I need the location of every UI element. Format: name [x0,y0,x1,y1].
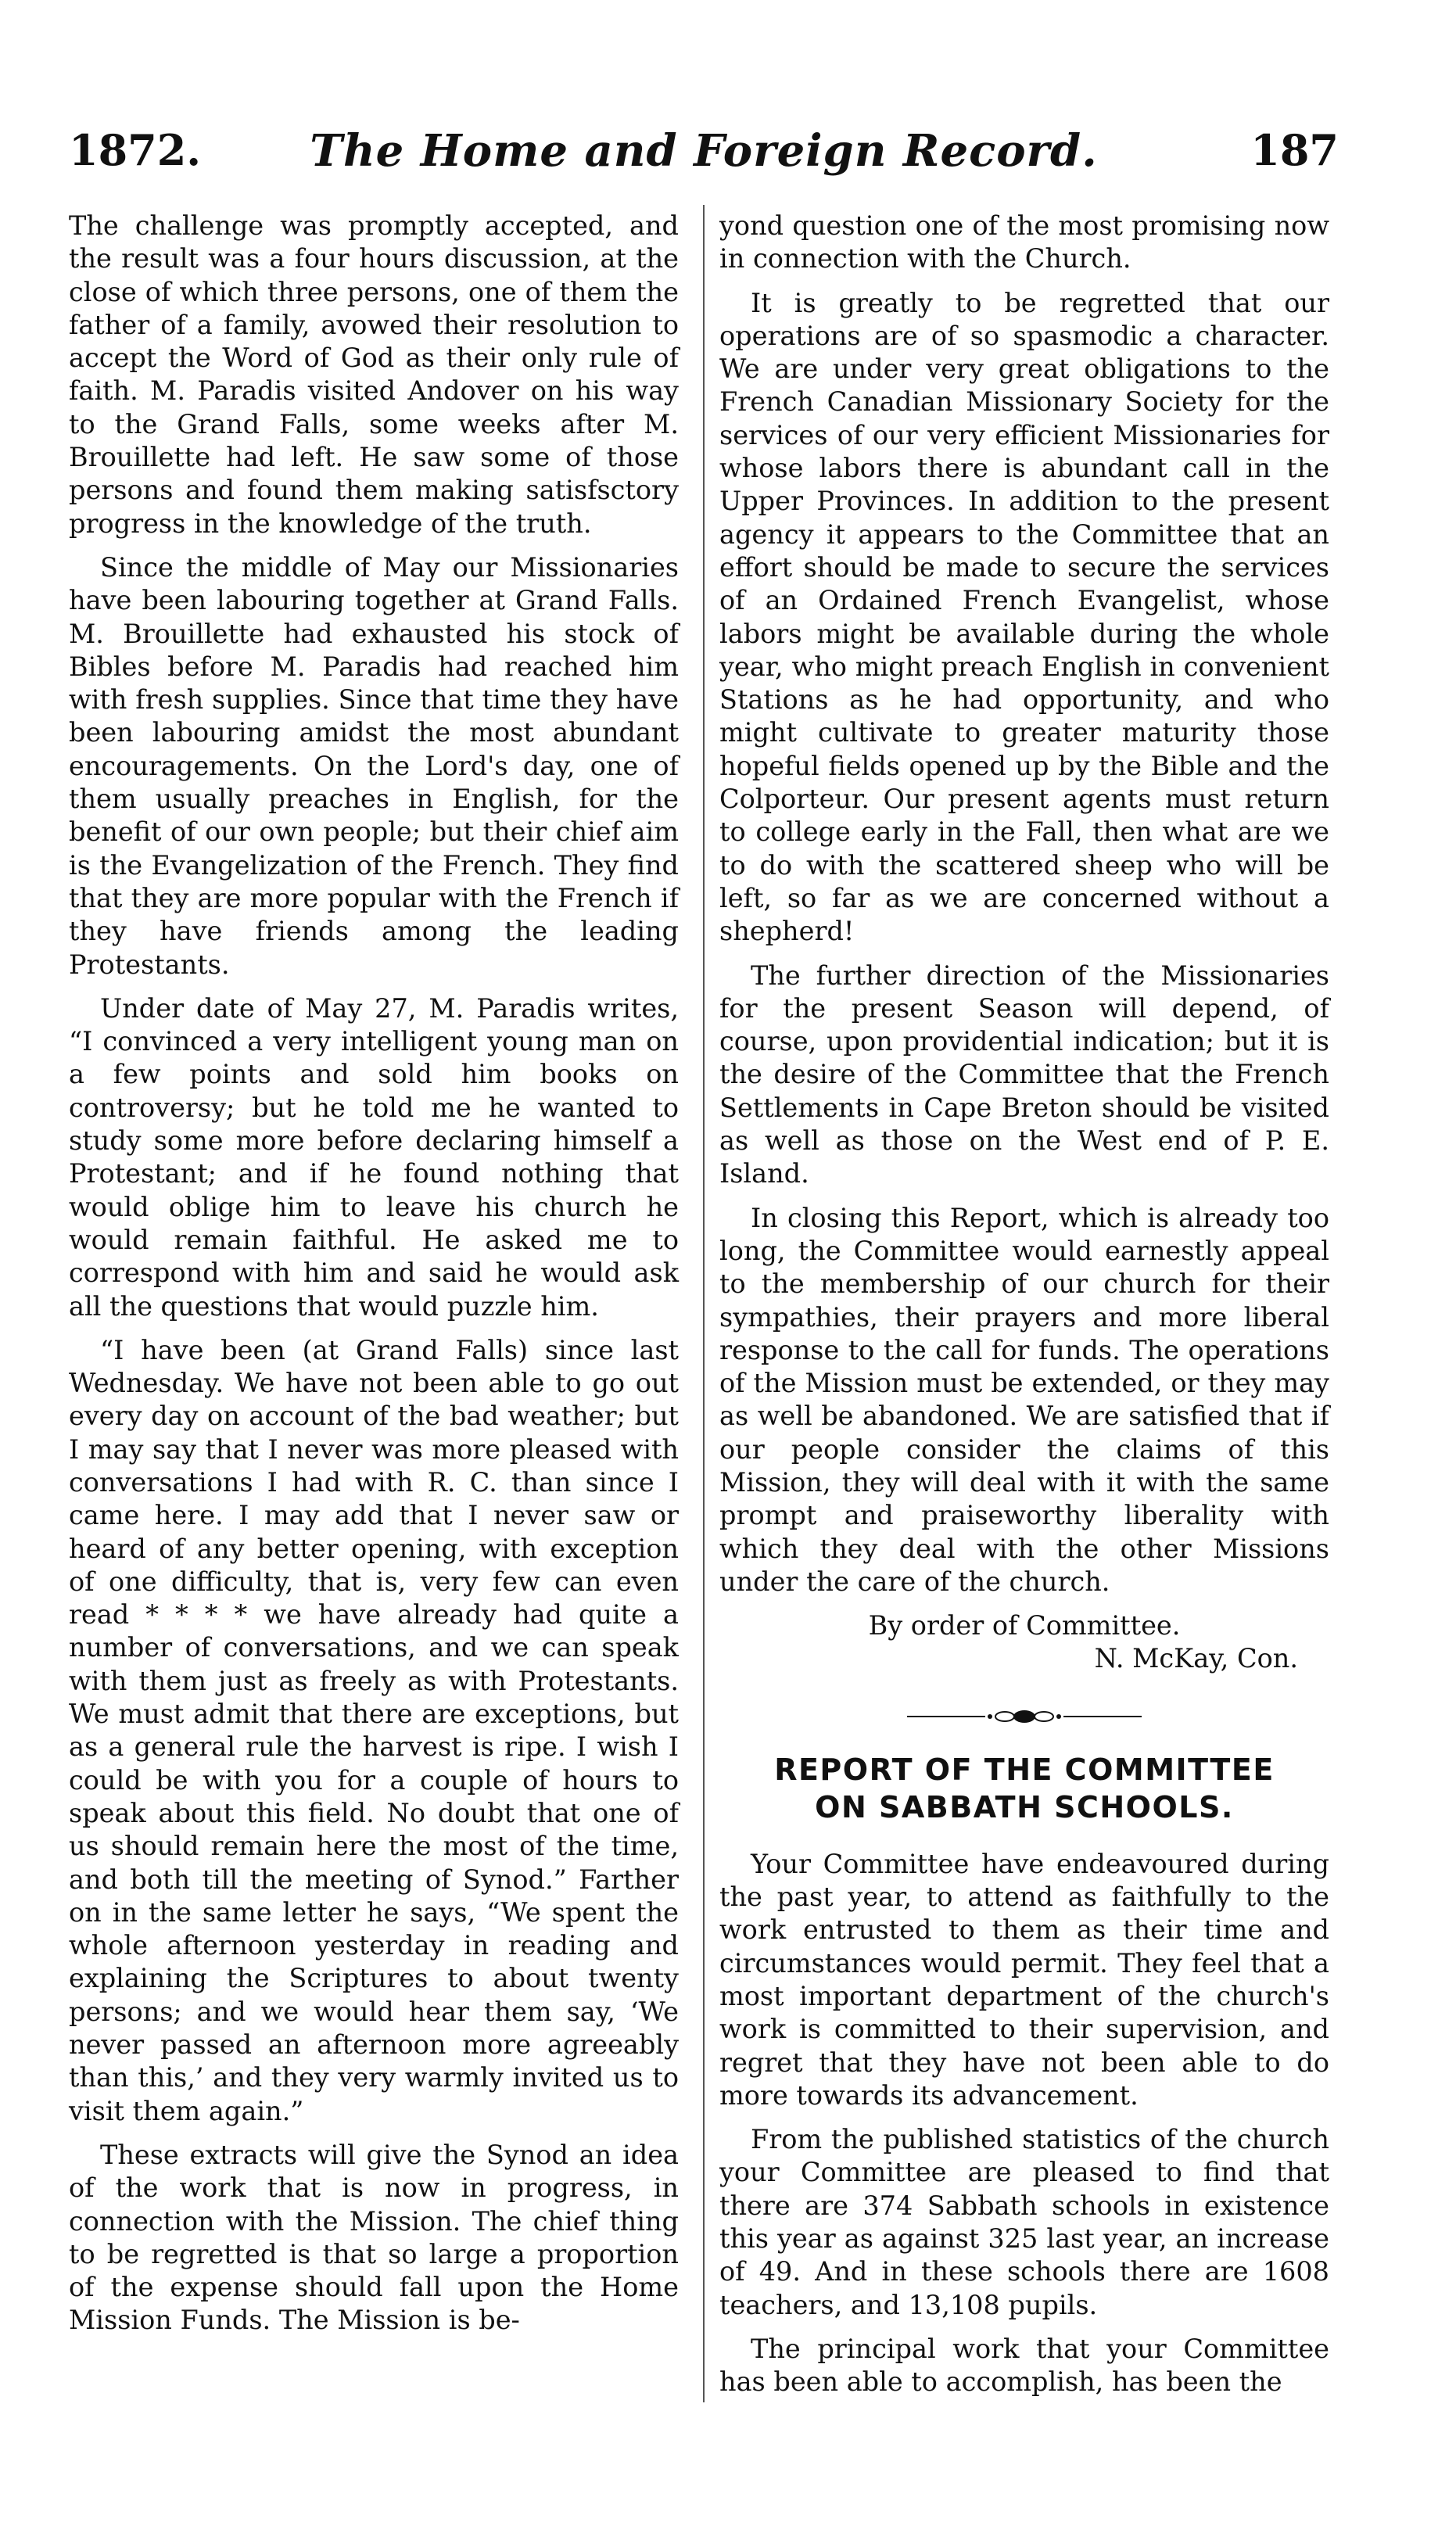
header-year: 1872. [69,125,202,175]
left-paragraph-2: Since the middle of May our Missionaries have been labouring together at Grand Falls. M. Brouillette had exhausted his stock of Bibles before M. Paradis had reached him with fresh supplies. Since that time they have been labouring amidst the most abundant encouragements. On the Lord's day, one of them usually preaches in English, for the benefit of our own people; but their chief aim is the Evangelization of the French. They find that they are more popular with the French if they have friends among the leading Protestants. [69,551,679,980]
header-page-number: 187 [1250,125,1339,175]
section-title [719,1751,1329,1826]
right-paragraph-4: In closing this Report, which is already too long, the Committee would earnestly appeal to the membership of our church for their sympathies, their prayers and more liberal response to the call for funds. The operations of the Mission must be extended, or they may as well be abandoned. We are satisfied that if our people consider the claims of this Mission, they will deal with it with the same prompt and praiseworthy liberality with which they deal with the other Missions under the care of the church. [719,1202,1329,1597]
right-paragraph-2: It is greatly to be regretted that our operations are of so spasmodic a character. We are under very great obligations to the French Canadian Missionary Society for the services of our very efficient Missionaries for whose labors there is abundant call in the Upper Provinces. In addition to the present agency it appears to the Committee that an effort should be made to secure the services of an Ordained French Evangelist, whose labors might be available during the whole year, who might preach English in convenient Stations as he had opportunity, and who might cultivate to greater maturity those hopeful fields opened up by the Bible and the Colporteur. Our present agents must return to college early in the Fall, then what are we to do with the scattered sheep who will be left, so far as we are concerned without a shepherd! [719,287,1329,947]
right-paragraph-1: yond question one of the most promising now in connection with the Church. [719,210,1329,274]
right-column [719,210,1329,2410]
signoff-line: By order of Committee. [868,1610,1181,1641]
header-title: The Home and Foreign Record. [310,125,1098,177]
left-column [69,210,679,2348]
page-header [69,117,1339,196]
section-paragraph-2: From the published statistics of the church your Committee are pleased to find that there are 374 Sabbath schools in existence this year as against 325 last year, an increase of 49. And in these schools there are 1608 teachers, and 13,108 pupils. [719,2124,1329,2320]
right-paragraph-3: The further direction of the Missionaries for the present Season will depend, of course, upon providential indication; but it is the desire of the Committee that the French Settlements in Cape Breton should be visited as well as those on the West end of P. E. Island. [719,960,1329,1189]
ornament-flourish-icon [907,1709,1142,1724]
section-title-line-2: ON SABBATH SCHOOLS. [815,1789,1234,1824]
column-divider [703,205,705,2402]
ornamental-divider [719,1709,1329,1724]
section-paragraph-3: The principal work that your Committee has been able to accomplish, has been the [719,2333,1329,2398]
section-title-line-1: REPORT OF THE COMMITTEE [774,1752,1275,1787]
left-paragraph-4: “I have been (at Grand Falls) since last Wednesday. We have not been able to go out every day on account of the bad weather; but I may say that I never was more pleased with conversations I had with R. C. than since I came here. I may add that I never saw or heard of any better opening, with exception of one difficulty, that is, very few can even read * * * * we have already had quite a number of conversations, and we can speak with them just as freely as with Protestants. We must admit that there are exceptions, but as a general rule the harvest is ripe. I wish I could be with you for a couple of hours to speak about this field. No doubt that one of us should remain here the most of the time, and both till the meeting of Synod.” Farther on in the same letter he says, “We spent the whole afternoon yesterday in reading and explaining the Scriptures to about twenty persons; and we would hear them say, ‘We never passed an afternoon more agreeably than this,’ and they very warmly invited us to visit them again.” [69,1334,679,2126]
left-paragraph-5: These extracts will give the Synod an idea of the work that is now in progress, in connection with the Mission. The chief thing to be regretted is that so large a proportion of the expense should fall upon the Home Mission Funds. The Mission is be- [69,2139,679,2336]
signature-line: N. McKay, Con. [1094,1643,1298,1674]
left-paragraph-3: Under date of May 27, M. Paradis writes, “I convinced a very intelligent young man on a few points and sold him books on controversy; but he told me he wanted to study some more before declaring himself a Protestant; and if he found nothing that would oblige him to leave his church he would remain faithful. He asked me to correspond with him and said he would ask all the questions that would puzzle him. [69,992,679,1322]
left-paragraph-1: The challenge was promptly accepted, and the result was a four hours discussion, at the close of which three persons, one of them the father of a family, avowed their resolution to accept the Word of God as their only rule of faith. M. Paradis visited Andover on his way to the Grand Falls, some weeks after M. Brouillette had left. He saw some of those persons and found them making satisfsctory progress in the knowledge of the truth. [69,210,679,539]
section-paragraph-1: Your Committee have endeavoured during the past year, to attend as faithfully to the work entrusted to them as their time and circumstances would permit. They feel that a most important department of the church's work is committed to their supervision, and regret that they have not been able to do more towards its advancement. [719,1848,1329,2111]
